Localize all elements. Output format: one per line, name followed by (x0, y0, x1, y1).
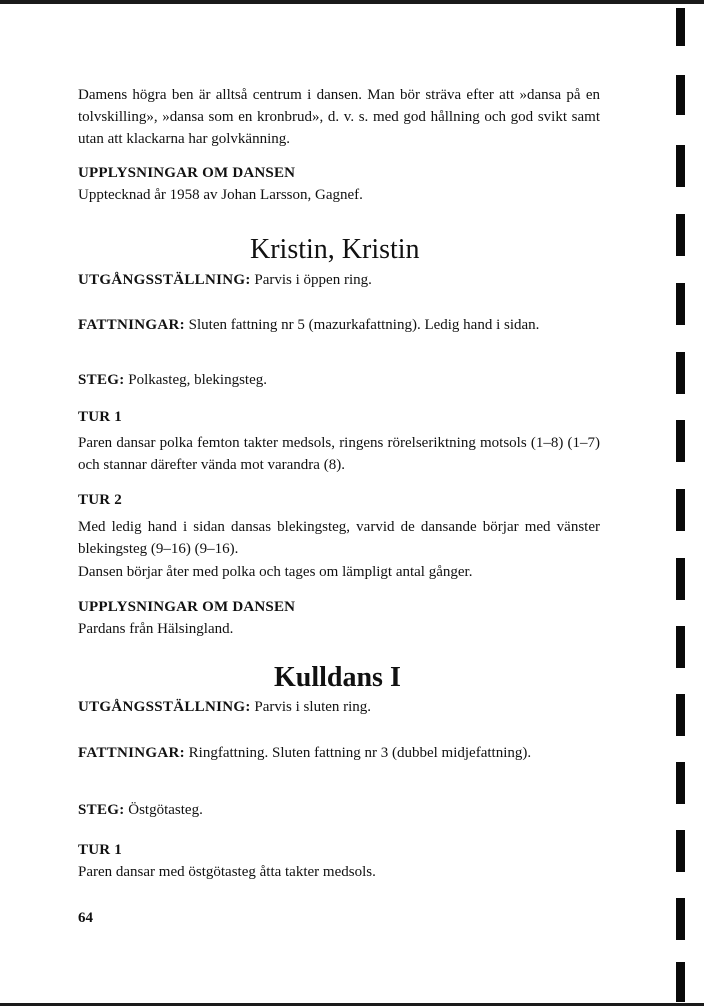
holds-text: Sluten fattning nr 5 (mazurkafattning). Ledig hand i sidan. (188, 317, 540, 333)
binding-mark (676, 962, 685, 1002)
binding-mark (676, 352, 685, 394)
binding-mark (676, 558, 685, 600)
intro-paragraph: Damens högra ben är alltså centrum i dansen. Man bör sträva efter att »dansa på en tolvskilling», »dansa som en kronbrud», d. v. s. med god hållning och god svikt samt utan att klackarna har golvkänning. (78, 87, 600, 147)
info-heading: UPPLYSNINGAR OM DANSEN (78, 165, 296, 181)
binding-mark (676, 626, 685, 668)
dance-title: Kristin, Kristin (250, 234, 420, 265)
binding-mark (676, 145, 685, 187)
starting-position-text: Parvis i öppen ring. (254, 272, 372, 288)
binding-mark (676, 489, 685, 531)
binding-mark (676, 694, 685, 736)
binding-mark (676, 898, 685, 940)
tur2-text-2: Dansen börjar åter med polka och tages om lämpligt antal gånger. (78, 564, 473, 580)
starting-position (78, 272, 372, 289)
binding-mark (676, 283, 685, 325)
binding-mark (676, 214, 685, 256)
holds-paragraph (78, 314, 600, 336)
info-heading: UPPLYSNINGAR OM DANSEN (78, 599, 296, 615)
steps-text: Östgötasteg. (128, 802, 203, 818)
holds-label: FATTNINGAR: (78, 317, 185, 333)
info-text: Upptecknad år 1958 av Johan Larsson, Gagnef. (78, 187, 363, 203)
steps-text: Polkasteg, blekingsteg. (128, 372, 268, 388)
binding-mark (676, 762, 685, 804)
starting-position-label: UTGÅNGSSTÄLLNING: (78, 272, 251, 288)
starting-position-label: UTGÅNGSSTÄLLNING: (78, 699, 251, 715)
binding-mark (676, 75, 685, 115)
info-text: Pardans från Hälsingland. (78, 621, 234, 637)
steps (78, 802, 203, 819)
tur1-heading: TUR 1 (78, 842, 122, 858)
steps (78, 372, 267, 389)
starting-position-text: Parvis i sluten ring. (254, 699, 372, 715)
steps-label: STEG: (78, 372, 125, 388)
binding-mark (676, 8, 685, 46)
dance-title: Kulldans I (274, 662, 401, 693)
tur1-heading: TUR 1 (78, 409, 122, 425)
tur1-text: Paren dansar polka femton takter medsols, ringens rörelseriktning motsols (1–8) (1–7) och stannar därefter vända mot varandra (8). (78, 435, 600, 473)
tur2-heading: TUR 2 (78, 492, 122, 508)
starting-position (78, 699, 371, 716)
steps-label: STEG: (78, 802, 125, 818)
scan-top-border (0, 0, 704, 4)
holds-text: Ringfattning. Sluten fattning nr 3 (dubbel midjefattning). (188, 745, 532, 761)
page-number: 64 (78, 910, 93, 926)
tur2-text: Med ledig hand i sidan dansas blekingsteg, varvid de dansande börjar med vänster blekingsteg (9–16) (9–16). (78, 519, 600, 557)
holds-paragraph (78, 742, 600, 764)
tur1-text: Paren dansar med östgötasteg åtta takter medsols. (78, 864, 376, 880)
holds-label: FATTNINGAR: (78, 745, 185, 761)
binding-mark (676, 420, 685, 462)
binding-mark (676, 830, 685, 872)
